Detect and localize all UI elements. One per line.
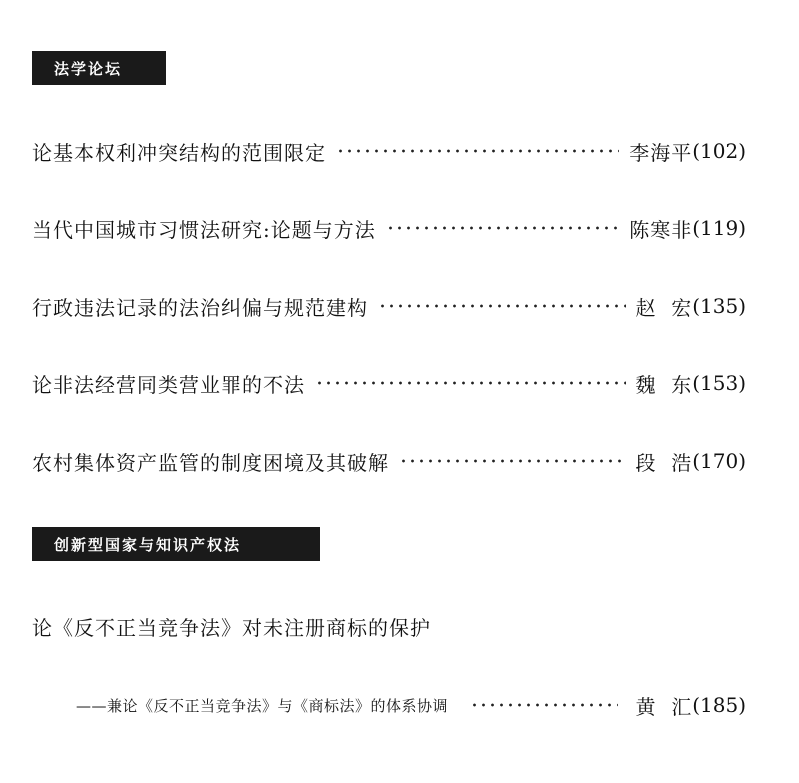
article-title: 农村集体资产监管的制度困境及其破解: [32, 450, 389, 475]
article-title: 论基本权利冲突结构的范围限定: [32, 140, 326, 165]
page-number: (102): [692, 139, 746, 163]
toc-entry-subtitle[interactable]: [76, 688, 746, 722]
dot-leader: [470, 702, 617, 708]
toc-entry[interactable]: [32, 444, 746, 478]
article-title: 行政违法记录的法治纠偏与规范建构: [32, 295, 368, 320]
article-title: 论非法经营同类营业罪的不法: [32, 372, 305, 397]
toc-entry[interactable]: [32, 289, 746, 323]
toc-entry[interactable]: [32, 211, 746, 245]
toc-entry[interactable]: [32, 366, 746, 400]
article-author: 段 浩: [635, 450, 693, 475]
article-author: 李海平: [629, 140, 693, 165]
article-author: 黄 汇: [635, 694, 693, 719]
page-number: (119): [692, 216, 746, 240]
dot-leader: [315, 380, 626, 386]
toc-entry-title[interactable]: [32, 609, 746, 643]
dot-leader: [386, 225, 619, 231]
toc-entry[interactable]: [32, 134, 746, 168]
dot-leader: [399, 458, 626, 464]
article-author: 魏 东: [635, 372, 693, 397]
dot-leader: [336, 148, 619, 154]
section-heading-innovation-ip-law: 创新型国家与知识产权法: [32, 527, 320, 561]
article-title: 当代中国城市习惯法研究:论题与方法: [32, 217, 376, 242]
article-author: 陈寒非: [629, 217, 693, 242]
section-heading-legal-forum: 法学论坛: [32, 51, 166, 85]
page-number: (170): [692, 449, 746, 473]
article-author: 赵 宏: [635, 295, 693, 320]
page-number: (135): [692, 294, 746, 318]
article-subtitle: ——兼论《反不正当竞争法》与《商标法》的体系协调: [76, 696, 449, 715]
page-number: (185): [692, 693, 746, 717]
article-title: 论《反不正当竞争法》对未注册商标的保护: [32, 615, 431, 640]
dot-leader: [378, 303, 626, 309]
page-number: (153): [692, 371, 746, 395]
